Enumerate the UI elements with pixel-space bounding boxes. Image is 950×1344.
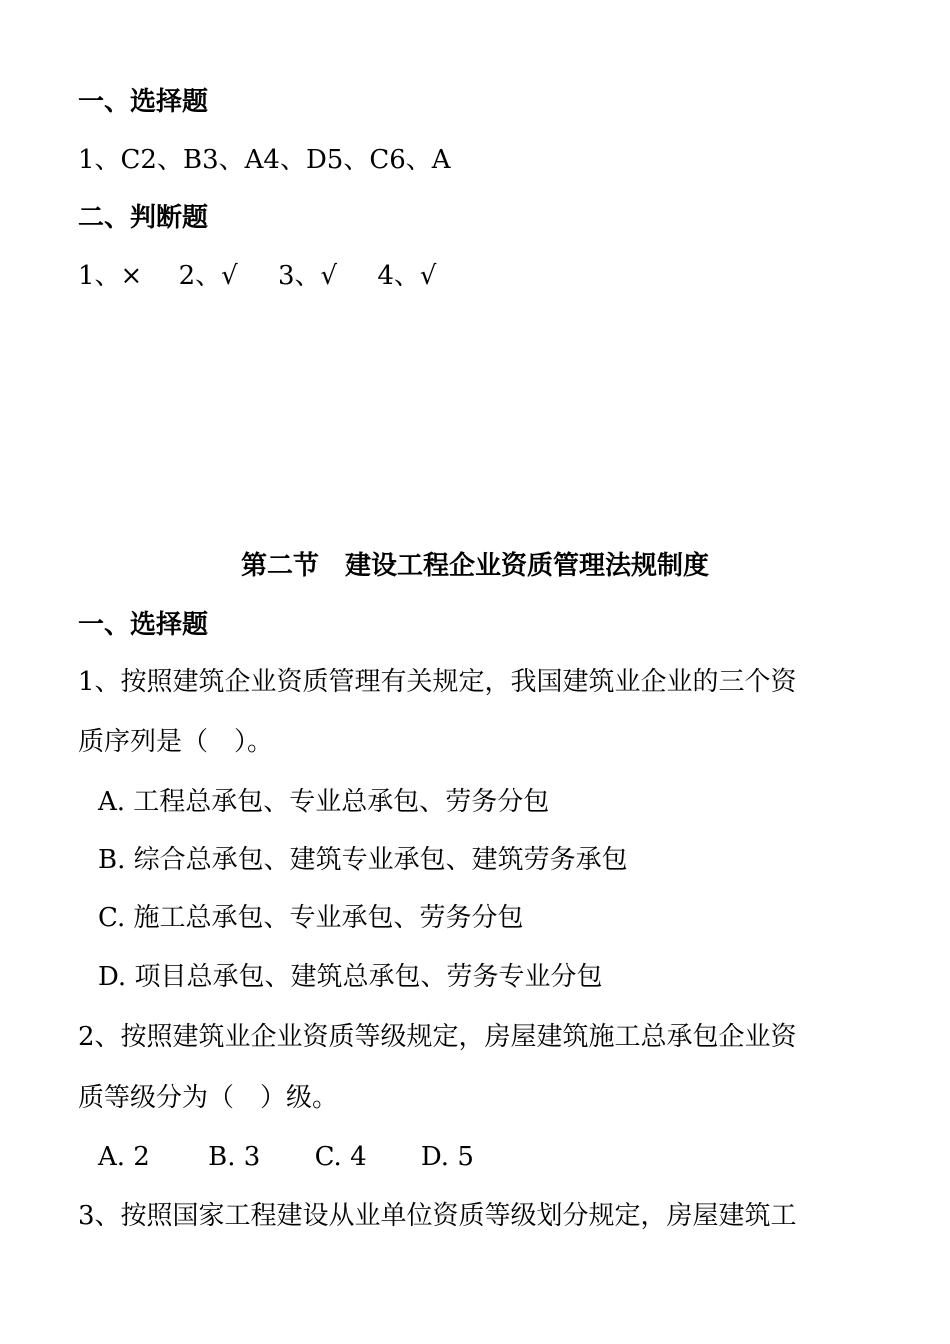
judge-answer-3: 3、√ <box>277 261 338 291</box>
question-2-option-a: A. 2 <box>98 1142 150 1172</box>
question-2-stem-line-1: 2、按照建筑业企业资质等级规定，房屋建筑施工总承包企业资 <box>78 1022 797 1052</box>
section-title: 第二节 建设工程企业资质管理法规制度 <box>240 551 709 581</box>
question-1-stem-line-2: 质序列是（ ）。 <box>78 727 274 757</box>
question-2-option-d: D. 5 <box>420 1142 474 1172</box>
question-1-option-a: A. 工程总承包、专业总承包、劳务分包 <box>98 787 550 817</box>
question-1-option-d: D. 项目总承包、建筑总承包、劳务专业分包 <box>98 962 603 992</box>
question-2-options <box>98 1139 474 1175</box>
heading-choice-questions: 一、选择题 <box>78 610 209 640</box>
judge-answer-1: 1、× <box>78 261 143 291</box>
question-1-option-b: B. 综合总承包、建筑专业承包、建筑劳务承包 <box>98 845 628 875</box>
judge-answer-2: 2、√ <box>178 261 238 291</box>
choice-answers: 1、C2、B3、A4、D5、C6、A <box>78 145 451 175</box>
judge-answer-4: 4、√ <box>377 261 437 291</box>
heading-choice-answers: 一、选择题 <box>78 87 209 117</box>
question-3-stem-line-1: 3、按照国家工程建设从业单位资质等级划分规定，房屋建筑工 <box>78 1201 797 1231</box>
question-2-option-c: C. 4 <box>314 1142 367 1172</box>
question-1-stem-line-1: 1、按照建筑企业资质管理有关规定，我国建筑业企业的三个资 <box>78 667 797 697</box>
heading-judge-answers: 二、判断题 <box>78 203 209 233</box>
question-2-option-b: B. 3 <box>208 1142 261 1172</box>
judge-answers <box>78 258 437 294</box>
question-2-stem-line-2: 质等级分为（ ）级。 <box>78 1083 339 1113</box>
question-1-option-c: C. 施工总承包、专业承包、劳务分包 <box>98 903 524 933</box>
